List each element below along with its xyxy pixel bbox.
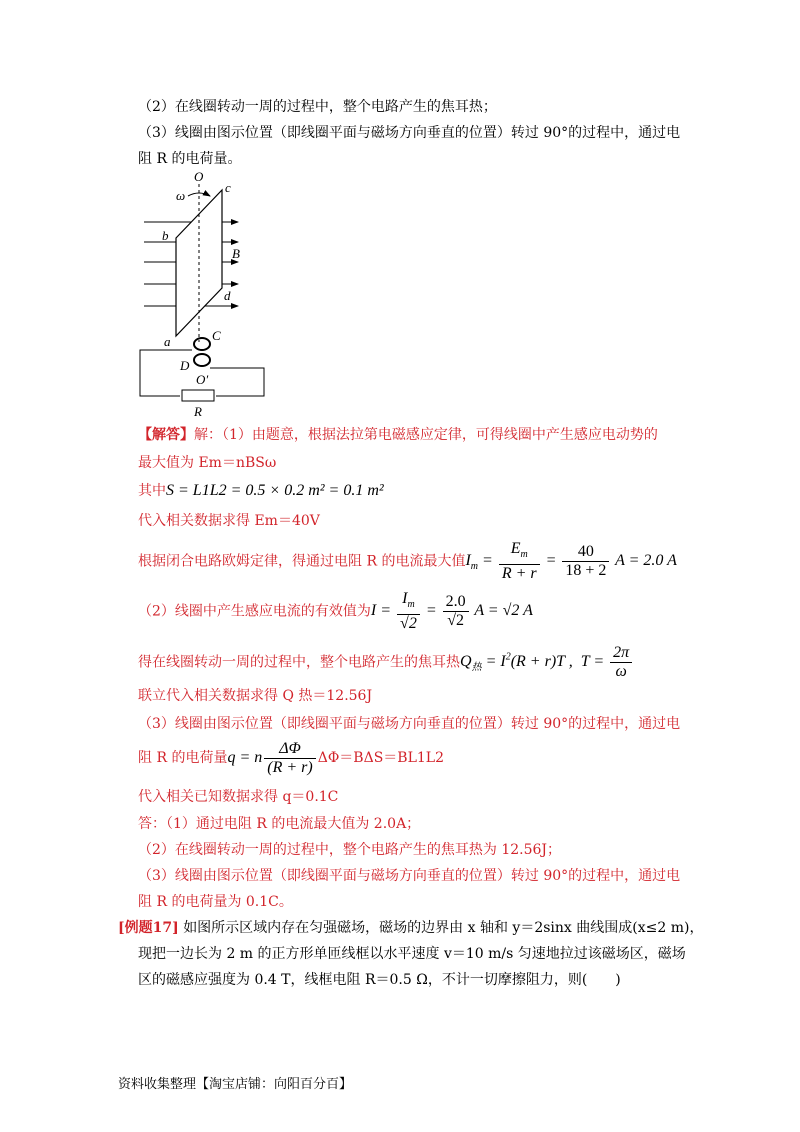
label-omega: ω xyxy=(176,188,186,203)
circuit-wire-left xyxy=(140,350,192,396)
answer-3-line1: （3）线圈由图示位置（即线圈平面与磁场方向垂直的位置）转过 90°的过程中，通过电 xyxy=(138,868,681,884)
solution-q-result: 代入相关已知数据求得 q＝0.1C xyxy=(138,789,339,805)
answer-1: 答：（1）通过电阻 R 的电流最大值为 2.0A； xyxy=(138,816,421,832)
label-a: a xyxy=(164,334,171,349)
label-b: b xyxy=(162,228,169,243)
heat-formula: $Q_热 = I^2(R + r)T$ , T = $\frac{2\pi}{\omega}$ xyxy=(460,653,634,670)
solution-intro: 【解答】解：（1）由题意，根据法拉第电磁感应定律，可得线圈中产生感应电动势的 xyxy=(138,427,658,443)
solution-part-3-line1: （3）线圈由图示位置（即线圈平面与磁场方向垂直的位置）转过 90°的过程中，通过电 xyxy=(138,716,681,732)
solution-heat-result: 联立代入相关数据求得 Q 热＝12.56J xyxy=(138,688,373,704)
solution-part-2: （2）线圈中产生感应电流的有效值为I = $\frac{I_m}{√2}$ = $\frac{2.0}{√2}$ A = √2 A xyxy=(138,590,533,633)
rotation-arrow xyxy=(188,193,210,196)
label-o: O xyxy=(194,170,204,184)
solution-em-value: 代入相关数据求得 Em＝40V xyxy=(138,513,320,529)
label-o-prime: O′ xyxy=(196,372,209,387)
answer-2: （2）在线圈转动一周的过程中，整个电路产生的焦耳热为 12.56J； xyxy=(138,842,562,858)
example-17-line2: 现把一边长为 2 m 的正方形单匝线框以水平速度 v＝10 m/s 匀速地拉过该磁场区，磁场 xyxy=(138,946,686,962)
solution-ohm-law: 根据闭合电路欧姆定律，得通过电阻 R 的电流最大值$I_m$ = $\frac{E_m}{R + r}$ = $\frac{40}{18 + 2}$ A = 2.0 A xyxy=(138,540,677,583)
answer-3-line2: 阻 R 的电荷量为 0.1C。 xyxy=(138,894,293,910)
slip-ring-c xyxy=(194,338,210,350)
label-ring-d: D xyxy=(180,358,190,373)
solution-area: 其中S = L1L2 = 0.5 × 0.2 m² = 0.1 m² xyxy=(138,482,384,499)
solution-heat: 得在线圈转动一周的过程中，整个电路产生的焦耳热$Q_热 = I^2(R + r)T$ , T = $\frac{2\pi}{\omega}$ xyxy=(138,640,634,687)
circuit-wire-right xyxy=(210,368,264,396)
imax-formula: $I_m$ = $\frac{E_m}{R + r}$ = $\frac{40}{18 + 2}$ A = 2.0 A xyxy=(465,540,677,583)
coil-in-magnetic-field-diagram xyxy=(130,170,280,418)
charge-formula: q = n $\frac{\Delta\Phi}{(R + r)}$ xyxy=(227,749,317,766)
solution-part-3-charge: 阻 R 的电荷量q = n $\frac{\Delta\Phi}{(R + r)}$ ΔΦ＝BΔS＝BL1L2 xyxy=(138,739,444,776)
label-field-b: B xyxy=(232,246,240,261)
label-resistor: R xyxy=(194,404,202,418)
question-part-3-line2: 阻 R 的电荷量。 xyxy=(138,151,242,167)
label-c: c xyxy=(225,180,231,195)
resistor-r xyxy=(182,390,214,401)
slip-ring-d xyxy=(194,354,210,366)
example-label: [例题17] xyxy=(118,920,179,936)
solution-emax: 最大值为 Em＝nBSω xyxy=(138,455,277,471)
solution-label: 【解答】 xyxy=(138,427,194,443)
irms-formula: I = $\frac{I_m}{√2}$ = $\frac{2.0}{√2}$ A = √2 A xyxy=(370,590,533,633)
question-part-3-line1: （3）线圈由图示位置（即线圈平面与磁场方向垂直的位置）转过 90°的过程中，通过电 xyxy=(138,125,681,141)
example-17-line3: 区的磁感应强度为 0.4 T，线框电阻 R＝0.5 Ω，不计一切摩擦阻力，则( ) xyxy=(138,972,621,988)
example-17-line1: [例题17] 如图所示区域内存在匀强磁场，磁场的边界由 x 轴和 y＝2sinx 曲线围成(x≤2 m)， xyxy=(118,920,704,936)
area-formula: S = L1L2 = 0.5 × 0.2 m² = 0.1 m² xyxy=(166,482,384,499)
label-ring-c: C xyxy=(212,328,221,343)
page-footer: 资料收集整理【淘宝店铺：向阳百分百】 xyxy=(118,1077,353,1092)
question-part-2: （2）在线圈转动一周的过程中，整个电路产生的焦耳热； xyxy=(138,99,497,115)
label-d: d xyxy=(224,288,231,303)
